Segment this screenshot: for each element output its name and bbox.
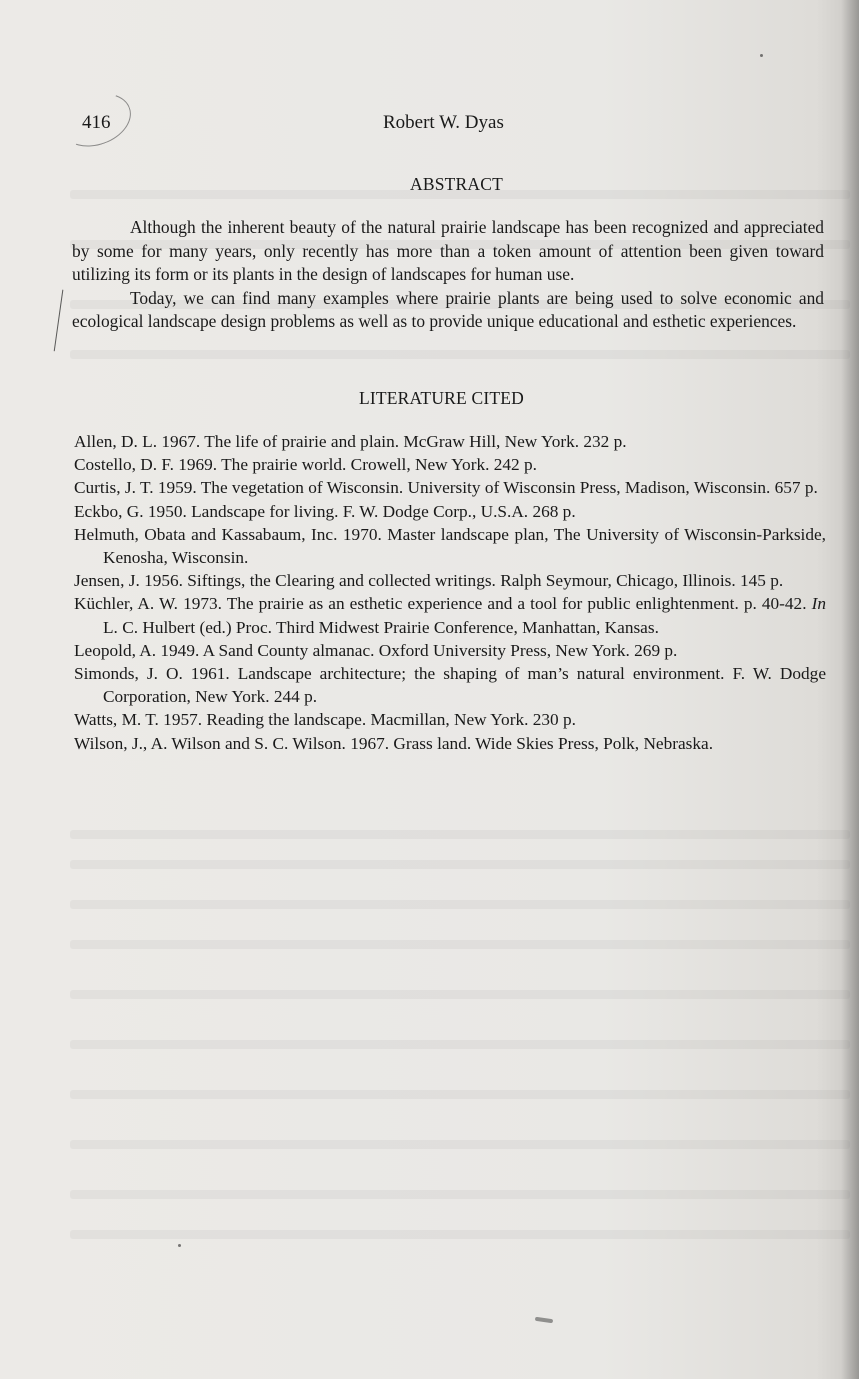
reference-text: L. C. Hulbert (ed.) Proc. Third Midwest Prairie Conference, Manhattan, Kansas. — [103, 617, 659, 637]
page-edge-shadow — [841, 0, 859, 1379]
running-head: Robert W. Dyas — [383, 112, 504, 133]
show-through — [70, 830, 850, 839]
abstract-paragraph: Although the inherent beauty of the natural prairie landscape has been recognized and appreciated by some for many years, only recently has more than a token amount of attention been given toward utilizing its form or its plants in the design of landscapes for human use. — [72, 217, 824, 285]
reference-item: Simonds, J. O. 1961. Landscape architecture; the shaping of man’s natural environment. F. W. Dodge Corporation, New York. 244 p. — [74, 664, 826, 707]
reference-list — [74, 430, 826, 755]
show-through — [70, 940, 850, 949]
speck — [760, 54, 763, 57]
page-number: 416 — [82, 112, 111, 133]
show-through — [70, 1230, 850, 1239]
show-through — [70, 990, 850, 999]
show-through — [70, 900, 850, 909]
reference-item-kuchler — [74, 592, 826, 638]
reference-item: Allen, D. L. 1967. The life of prairie and plain. McGraw Hill, New York. 232 p. — [74, 432, 627, 451]
reference-item: Watts, M. T. 1957. Reading the landscape. Macmillan, New York. 230 p. — [74, 710, 576, 730]
show-through — [70, 860, 850, 869]
show-through — [70, 1040, 850, 1049]
reference-item: Costello, D. F. 1969. The prairie world. Crowell, New York. 242 p. — [74, 455, 537, 475]
reference-item: Leopold, A. 1949. A Sand County almanac. Oxford University Press, New York. 269 p. — [74, 640, 678, 660]
reference-item: Helmuth, Obata and Kassabaum, Inc. 1970. Master landscape plan, The University of Wisconsin-Parkside, Kenosha, Wisconsin. — [74, 524, 826, 568]
reference-item: Curtis, J. T. 1959. The vegetation of Wisconsin. University of Wisconsin Press, Madison, Wisconsin. 657 p. — [74, 478, 818, 498]
reference-item: Wilson, J., A. Wilson and S. C. Wilson. 1967. Grass land. Wide Skies Press, Polk, Nebraska. — [74, 733, 714, 753]
show-through — [70, 1140, 850, 1149]
literature-heading: LITERATURE CITED — [358, 388, 525, 408]
show-through — [70, 1190, 850, 1199]
abstract-paragraph: Today, we can find many examples where prairie plants are being used to solve economic and ecological landscape design problems as well as to provide unique educational and esthetic experiences. — [72, 287, 824, 332]
reference-text: Küchler, A. W. 1973. The prairie as an esthetic experience and a tool for public enlightenment. p. 40-42. — [74, 594, 812, 614]
smudge — [535, 1317, 553, 1323]
reference-item: Eckbo, G. 1950. Landscape for living. F. W. Dodge Corp., U.S.A. 268 p. — [74, 501, 576, 521]
show-through — [70, 1090, 850, 1099]
reference-italic: In — [811, 594, 826, 614]
reference-item: Jensen, J. 1956. Siftings, the Clearing and collected writings. Ralph Seymour, Chicago, Illinois. 145 p. — [74, 571, 784, 591]
abstract-body — [72, 216, 824, 334]
show-through — [70, 350, 850, 359]
margin-pencil-mark — [54, 290, 72, 353]
abstract-heading: ABSTRACT — [409, 174, 503, 194]
speck — [178, 1244, 181, 1247]
